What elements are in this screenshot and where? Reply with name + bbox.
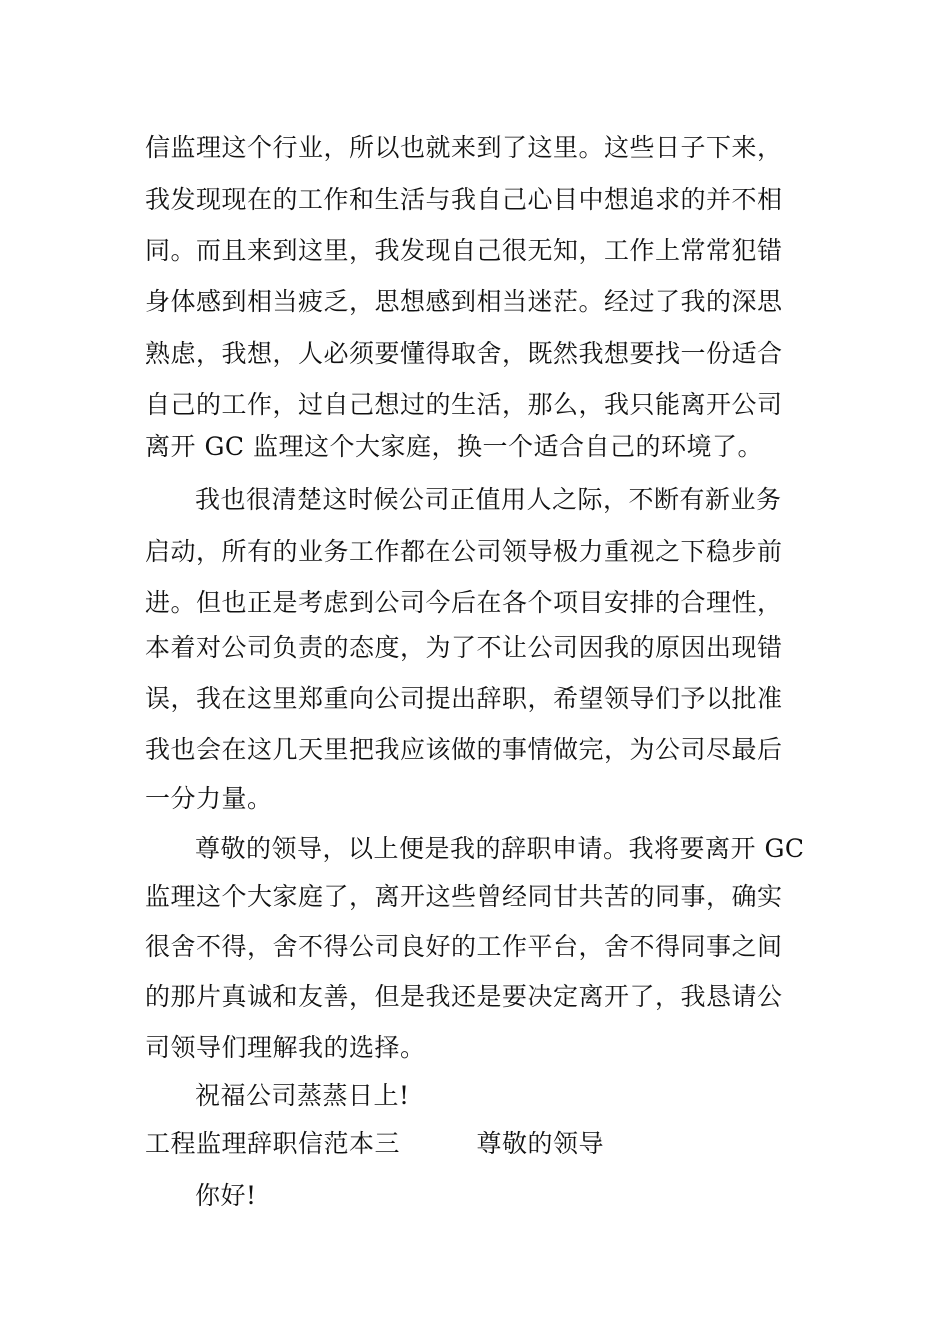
text-line: 自己的工作，过自己想过的生活，那么，我只能离开公司: [145, 390, 783, 419]
text-line: 我发现现在的工作和生活与我自己心目中想追求的并不相: [145, 185, 783, 214]
text-line: 我也会在这几天里把我应该做的事情做完，为公司尽最后: [145, 735, 783, 764]
text-line: 熟虑，我想，人必须要懂得取舍，既然我想要找一份适合: [145, 339, 783, 368]
text-line: 的那片真诚和友善，但是我还是要决定离开了，我恳请公: [145, 982, 783, 1011]
text-line: 离开 GC 监理这个大家庭，换一个适合自己的环境了。: [145, 432, 763, 461]
section-heading: 工程监理辞职信范本三 尊敬的领导: [145, 1129, 605, 1158]
text-line: 进。但也正是考虑到公司今后在各个项目安排的合理性，: [145, 588, 783, 617]
text-line: 同。而且来到这里，我发现自己很无知，工作上常常犯错: [145, 236, 783, 265]
paragraph-start-line: 我也很清楚这时候公司正值用人之际，不断有新业务: [195, 485, 782, 514]
text-line: 启动，所有的业务工作都在公司领导极力重视之下稳步前: [145, 537, 783, 566]
paragraph-start-line: 尊敬的领导，以上便是我的辞职申请。我将要离开 GC: [195, 834, 805, 863]
text-line: 很舍不得，舍不得公司良好的工作平台，舍不得同事之间: [145, 932, 783, 961]
text-line: 司领导们理解我的选择。: [145, 1033, 426, 1062]
text-line: 信监理这个行业，所以也就来到了这里。这些日子下来，: [145, 133, 783, 162]
text-line: 本着对公司负责的态度，为了不让公司因我的原因出现错: [145, 633, 783, 662]
text-line: 身体感到相当疲乏，思想感到相当迷茫。经过了我的深思: [145, 287, 783, 316]
text-line: 误，我在这里郑重向公司提出辞职，希望领导们予以批准: [145, 684, 783, 713]
text-line: 监理这个大家庭了，离开这些曾经同甘共苦的同事，确实: [145, 882, 783, 911]
greeting: 你好!: [195, 1181, 257, 1210]
text-line: 一分力量。: [145, 784, 273, 813]
closing-wish: 祝福公司蒸蒸日上!: [195, 1081, 410, 1110]
